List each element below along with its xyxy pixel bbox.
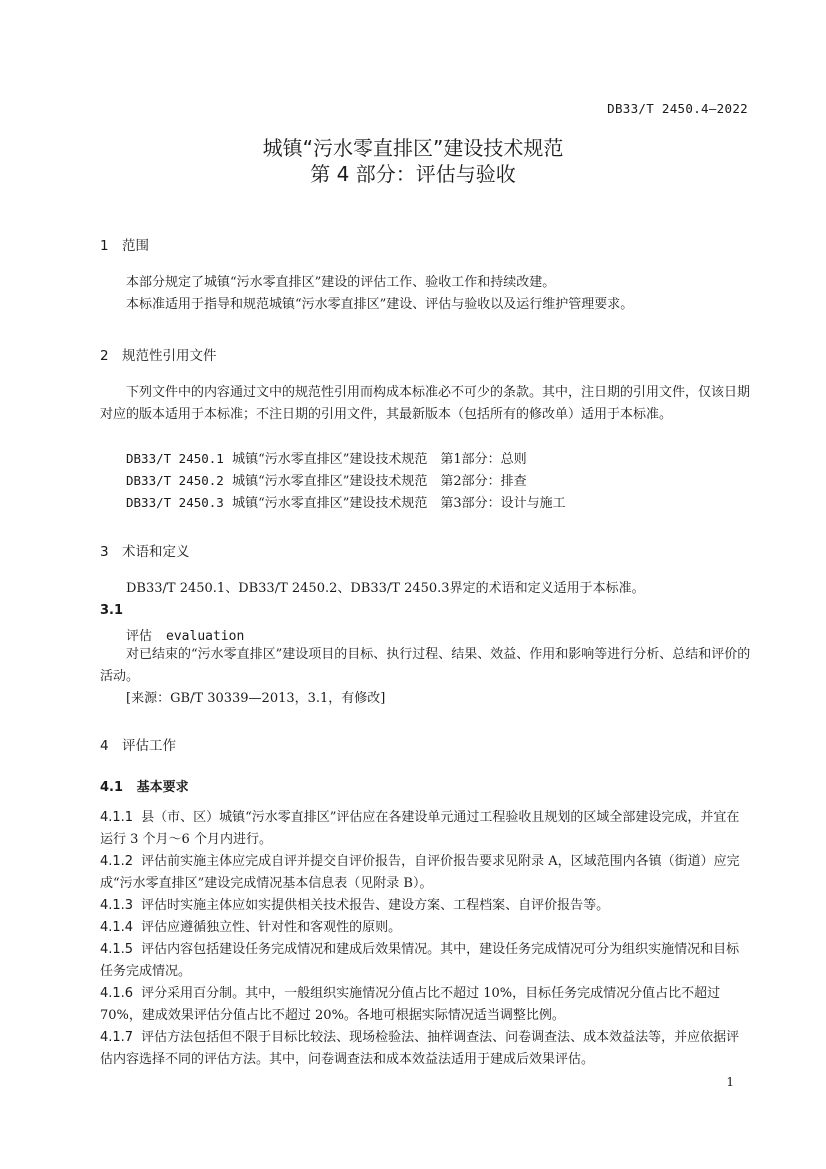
section-heading-normative-references: 2 规范性引用文件 <box>100 348 217 364</box>
clause-item: 4.1.5 评估内容包括建设任务完成情况和建成后效果情况。其中，建设任务完成情况可分为组织实施情况和目标任务完成情况。 <box>100 942 740 979</box>
clause-item: 4.1.6 评分采用百分制。其中，一般组织实施情况分值占比不超过 10%，目标任务完成情况分值占比不超过 70%，建成效果评估分值占比不超过 20%。各地可根据实际情况适当调整比例。 <box>100 986 721 1023</box>
term-definition: 对已结束的“污水零直排区”建设项目的目标、执行过程、结果、效益、作用和影响等进行分析、总结和评价的活动。 <box>100 647 751 684</box>
clause-item: 4.1.1 县（市、区）城镇“污水零直排区”评估应在各建设单元通过工程验收且规划的区域全部建设完成，并宜在运行 3 个月～6 个月内进行。 <box>100 810 740 847</box>
references-intro: 下列文件中的内容通过文中的规范性引用而构成本标准必不可少的条款。其中，注日期的引用文件，仅该日期对应的版本适用于本标准；不注日期的引用文件，其最新版本（包括所有的修改单）适用于本标准。 <box>100 385 751 422</box>
clause-item: 4.1.2 评估前实施主体应完成自评并提交自评价报告，自评价报告要求见附录 A，区域范围内各镇（街道）应完成“污水零直排区”建设完成情况基本信息表（见附录 B）。 <box>100 854 740 891</box>
clause-item: 4.1.3 评估时实施主体应如实提供相关技术报告、建设方案、工程档案、自评价报告等。 <box>100 898 610 913</box>
document-subtitle: 第 4 部分：评估与验收 <box>310 162 516 186</box>
reference-item: DB33/T 2450.1 城镇“污水零直排区”建设技术规范 第1部分：总则 <box>126 451 527 467</box>
document-title: 城镇“污水零直排区”建设技术规范 <box>262 136 564 160</box>
section-heading-evaluation: 4 评估工作 <box>100 738 176 754</box>
section-heading-scope: 1 范围 <box>100 238 149 254</box>
term-source: [来源：GB/T 30339—2013，3.1，有修改] <box>126 691 386 706</box>
document-code: DB33/T 2450.4—2022 <box>607 101 748 116</box>
clause-item: 4.1.7 评估方法包括但不限于目标比较法、现场检验法、抽样调查法、问卷调查法、成本效益法等，并应依据评估内容选择不同的评估方法。其中，问卷调查法和成本效益法适用于建成后效果评估。 <box>100 1030 740 1067</box>
reference-item: DB33/T 2450.3 城镇“污水零直排区”建设技术规范 第3部分：设计与施工 <box>126 495 566 511</box>
term-number: 3.1 <box>100 603 124 618</box>
clause-item: 4.1.4 评估应遵循独立性、针对性和客观性的原则。 <box>100 920 402 935</box>
section-heading-terms: 3 术语和定义 <box>100 544 190 560</box>
term-entry: 评估 evaluation <box>126 629 245 644</box>
reference-item: DB33/T 2450.2 城镇“污水零直排区”建设技术规范 第2部分：排查 <box>126 473 527 489</box>
terms-intro: DB33/T 2450.1、DB33/T 2450.2、DB33/T 2450.3界定的术语和定义适用于本标准。 <box>126 581 645 596</box>
scope-paragraph-1: 本部分规定了城镇“污水零直排区”建设的评估工作、验收工作和持续改建。 <box>126 275 556 290</box>
subsection-heading: 4.1 基本要求 <box>100 780 189 795</box>
page-number: 1 <box>726 1075 734 1089</box>
scope-paragraph-2: 本标准适用于指导和规范城镇“污水零直排区”建设、评估与验收以及运行维护管理要求。 <box>126 297 634 312</box>
